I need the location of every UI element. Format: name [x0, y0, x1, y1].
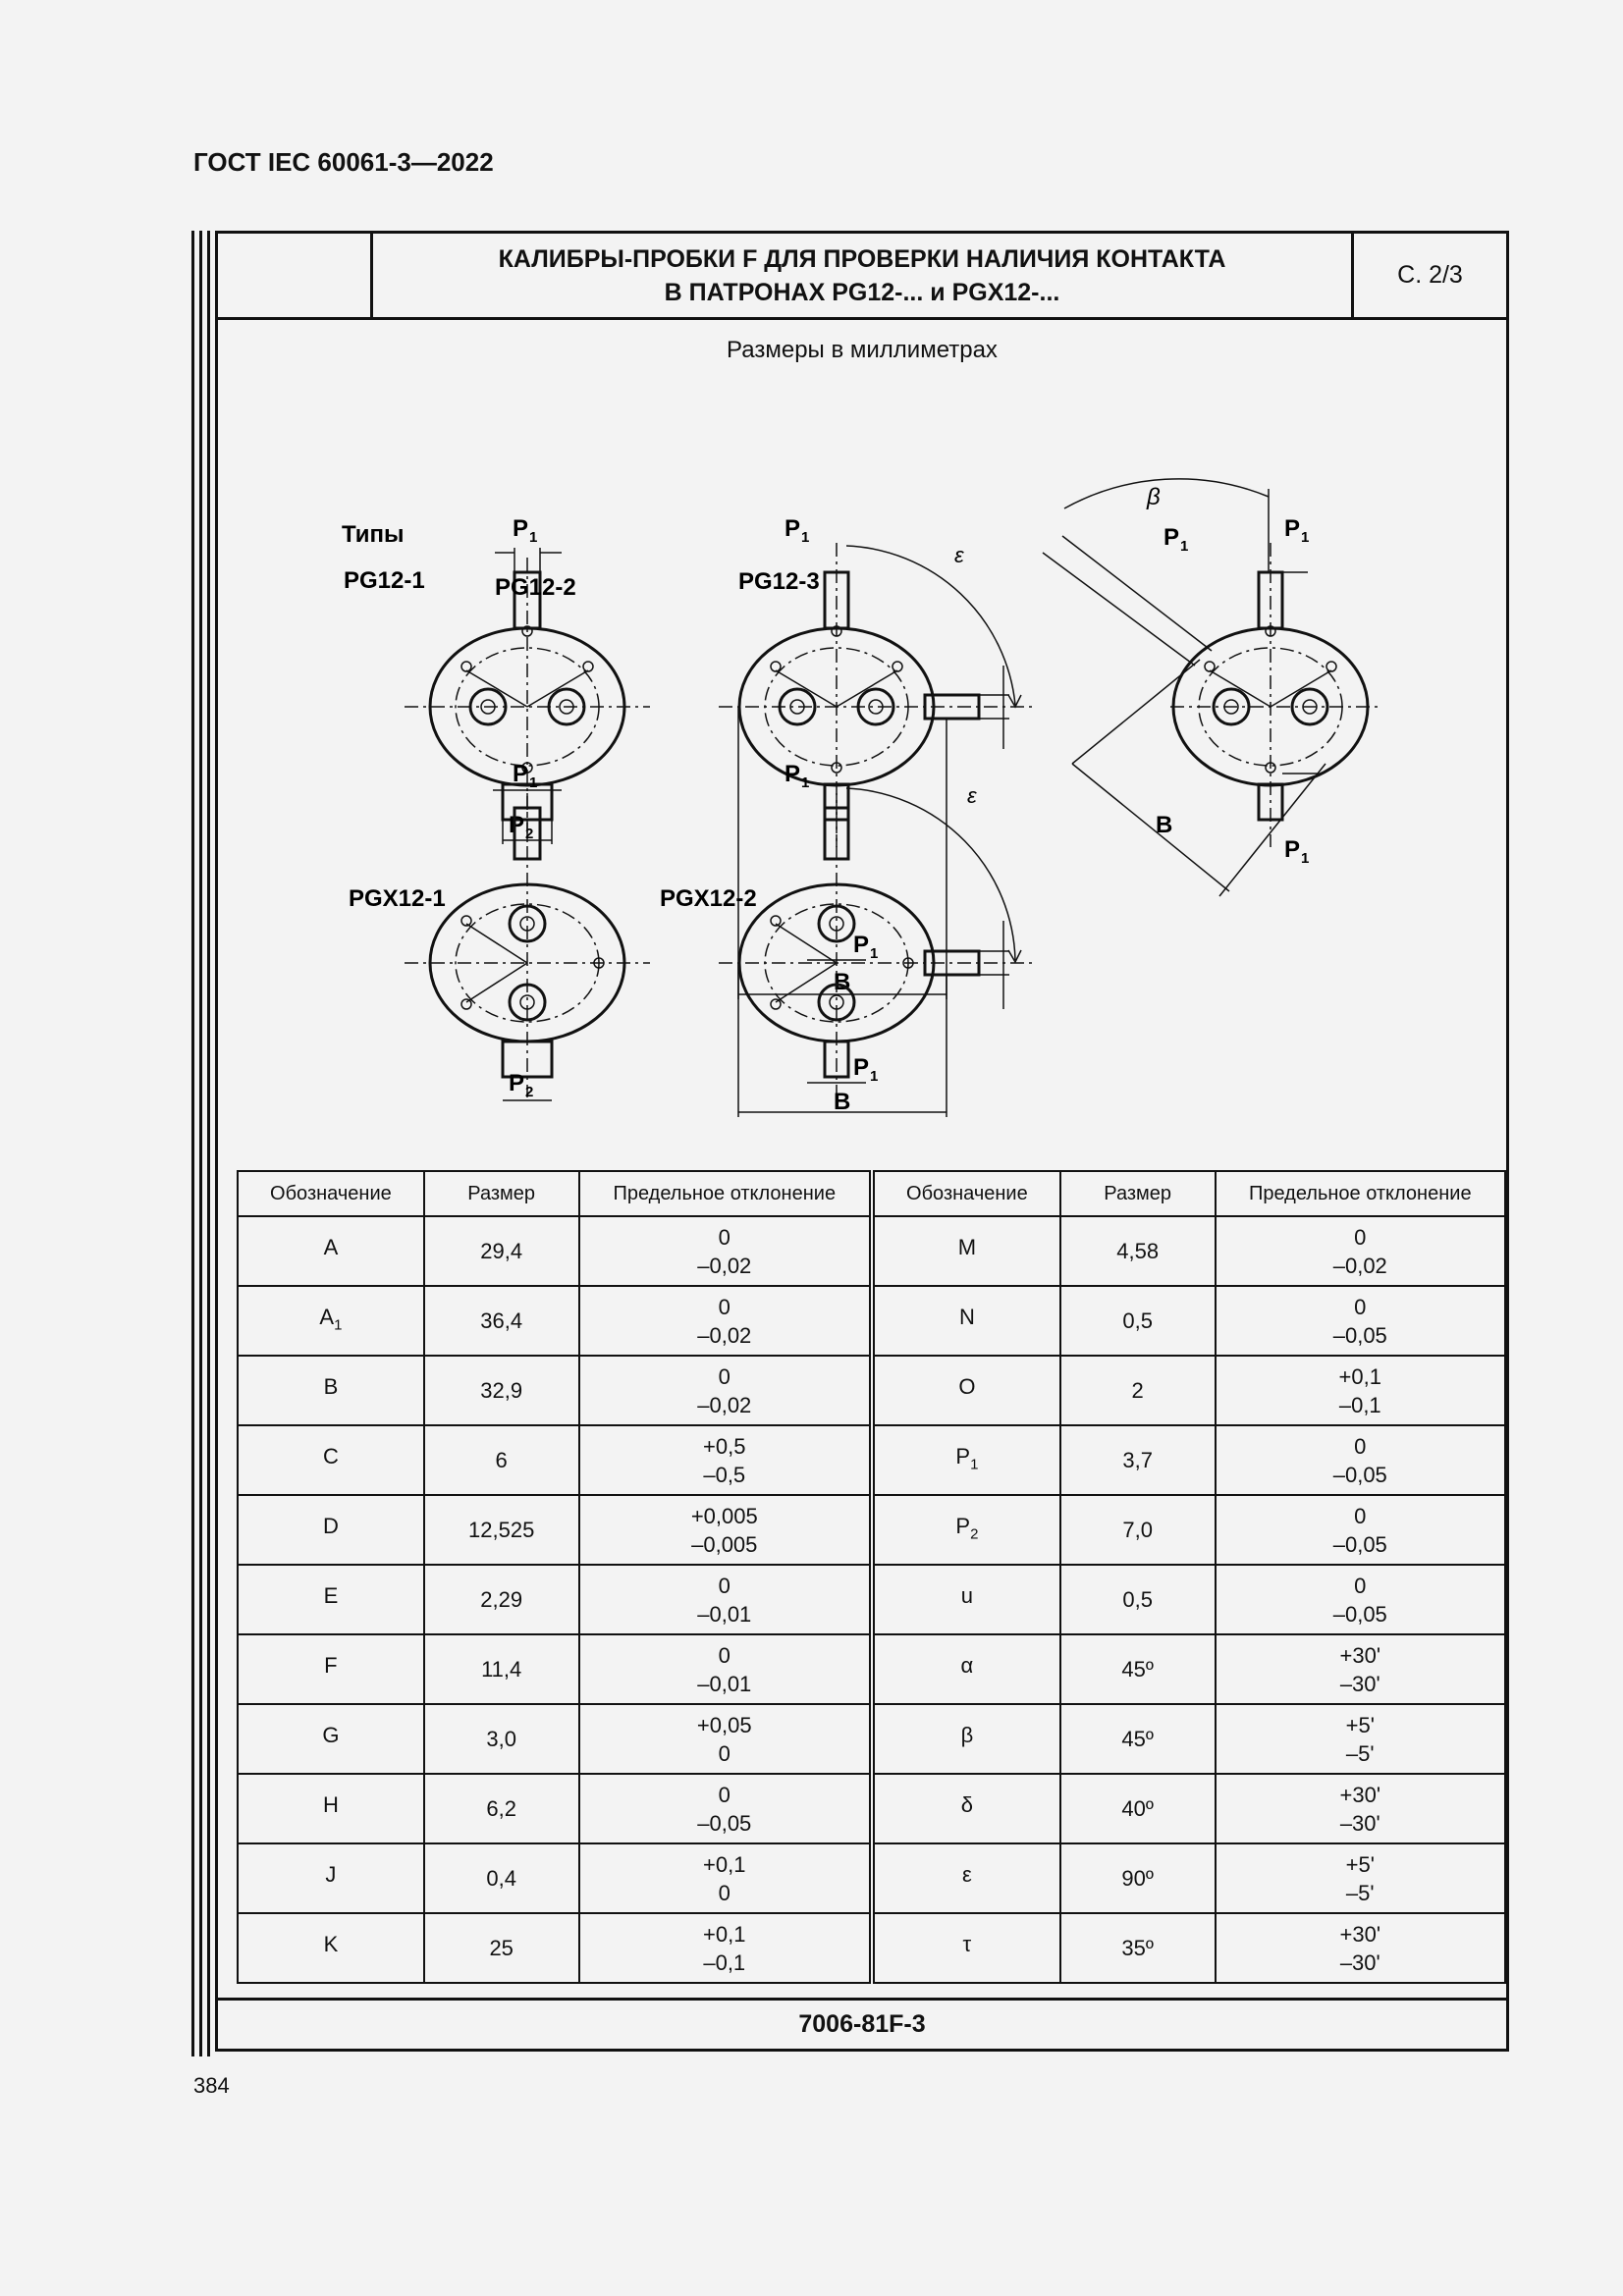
p2-subscript: 2	[525, 826, 534, 842]
col-header-tolerance: Предельное отклонение	[579, 1171, 872, 1216]
margin-rule	[191, 231, 194, 2056]
size-cell: 3,0	[424, 1704, 579, 1774]
tolerance-cell	[1216, 1634, 1505, 1704]
designation-cell	[238, 1286, 424, 1356]
designation-cell	[238, 1425, 424, 1495]
sheet-title	[373, 234, 1354, 317]
designation-cell	[872, 1634, 1060, 1704]
tolerance-cell	[579, 1843, 872, 1913]
epsilon-label: ε	[967, 783, 977, 808]
p1-label: P	[784, 761, 801, 787]
type-label: PG12-1	[344, 567, 425, 594]
designation-symbol: K	[323, 1931, 339, 1956]
type-label: PG12-3	[738, 568, 820, 595]
lower-deviation: –0,1	[703, 1949, 746, 1975]
upper-deviation: +30'	[1339, 1921, 1381, 1947]
tolerance-cell	[1216, 1495, 1505, 1565]
size-cell: 7,0	[1060, 1495, 1216, 1565]
designation-cell	[872, 1286, 1060, 1356]
designation-cell	[872, 1216, 1060, 1286]
designation-symbol: F	[324, 1652, 338, 1678]
p1-subscript: 1	[801, 529, 810, 546]
document-header: ГОСТ IEC 60061-3—2022	[193, 147, 494, 177]
upper-deviation: +5'	[1345, 1851, 1375, 1877]
upper-deviation: +0,1	[1338, 1363, 1381, 1389]
upper-deviation: +0,005	[690, 1503, 758, 1528]
size-cell: 45º	[1060, 1704, 1216, 1774]
tolerance-cell	[579, 1356, 872, 1425]
sheet-title-line2: В ПАТРОНАХ PG12-... и PGX12-...	[664, 278, 1060, 306]
designation-symbol: A	[319, 1304, 335, 1329]
upper-deviation: 0	[1354, 1503, 1367, 1528]
upper-deviation: 0	[1354, 1294, 1367, 1319]
table-row	[238, 1216, 1505, 1286]
tolerance-cell	[579, 1565, 872, 1634]
table-row	[238, 1774, 1505, 1843]
size-cell: 35º	[1060, 1913, 1216, 1983]
col-header-designation: Обозначение	[238, 1171, 424, 1216]
gauge-pgx12-1	[349, 761, 650, 1100]
lower-deviation: –0,005	[691, 1531, 758, 1557]
tolerance-cell	[579, 1634, 872, 1704]
size-cell: 0,5	[1060, 1565, 1216, 1634]
tolerance-cell	[1216, 1356, 1505, 1425]
beta-label: β	[1147, 484, 1161, 510]
p1-subscript: 1	[529, 529, 538, 546]
p2-label: P	[509, 1070, 525, 1096]
tolerance-cell	[579, 1704, 872, 1774]
designation-cell	[872, 1495, 1060, 1565]
table-row	[238, 1286, 1505, 1356]
designation-cell	[238, 1216, 424, 1286]
designation-cell	[238, 1495, 424, 1565]
sheet-title-line1: КАЛИБРЫ-ПРОБКИ F ДЛЯ ПРОВЕРКИ НАЛИЧИЯ КОНТАКТА	[498, 244, 1226, 273]
table-row	[238, 1356, 1505, 1425]
lower-deviation: –0,1	[1338, 1392, 1381, 1417]
designation-symbol: P	[955, 1443, 971, 1468]
designation-cell	[238, 1843, 424, 1913]
designation-subscript: 1	[970, 1456, 979, 1473]
upper-deviation: 0	[1354, 1433, 1367, 1459]
designation-cell	[872, 1565, 1060, 1634]
lower-deviation: –30'	[1339, 1671, 1380, 1696]
lower-deviation: –0,05	[1332, 1601, 1387, 1627]
lower-deviation: –0,01	[697, 1601, 752, 1627]
dimensions-table-wrapper	[237, 1170, 1506, 1984]
designation-cell	[872, 1913, 1060, 1983]
tolerance-cell	[579, 1425, 872, 1495]
tolerance-cell	[1216, 1704, 1505, 1774]
lower-deviation: –5'	[1345, 1740, 1375, 1766]
size-cell: 0,5	[1060, 1286, 1216, 1356]
lower-deviation: –0,02	[1332, 1253, 1387, 1278]
designation-cell	[872, 1425, 1060, 1495]
designation-symbol: E	[323, 1582, 339, 1608]
designation-cell	[238, 1565, 424, 1634]
designation-cell	[872, 1704, 1060, 1774]
upper-deviation: 0	[718, 1363, 730, 1389]
upper-deviation: 0	[718, 1642, 730, 1668]
p2-label: P	[509, 812, 525, 838]
upper-deviation: 0	[718, 1573, 730, 1598]
table-row	[238, 1704, 1505, 1774]
tolerance-cell	[1216, 1913, 1505, 1983]
size-cell: 6,2	[424, 1774, 579, 1843]
title-blank-cell	[218, 234, 373, 317]
upper-deviation: +30'	[1339, 1642, 1381, 1668]
table-header-row	[238, 1171, 1505, 1216]
lower-deviation: –0,02	[697, 1322, 752, 1348]
lower-deviation: –5'	[1345, 1880, 1375, 1905]
designation-cell	[238, 1356, 424, 1425]
epsilon-label: ε	[954, 543, 964, 567]
tolerance-cell	[579, 1286, 872, 1356]
size-cell: 32,9	[424, 1356, 579, 1425]
designation-symbol: β	[960, 1722, 974, 1747]
col-header-designation: Обозначение	[872, 1171, 1060, 1216]
upper-deviation: 0	[718, 1224, 730, 1250]
p2-subscript: 2	[525, 1084, 534, 1100]
designation-symbol: α	[960, 1652, 974, 1678]
lower-deviation: –0,05	[1332, 1531, 1387, 1557]
lower-deviation: –0,05	[1332, 1462, 1387, 1487]
table-row	[238, 1634, 1505, 1704]
p1-label: P	[1163, 524, 1180, 551]
table-row	[238, 1913, 1505, 1983]
tolerance-cell	[1216, 1425, 1505, 1495]
p1-label: P	[853, 932, 870, 958]
size-cell: 40º	[1060, 1774, 1216, 1843]
tolerance-cell	[579, 1216, 872, 1286]
tolerance-cell	[1216, 1216, 1505, 1286]
designation-subscript: 2	[970, 1525, 979, 1543]
p1-subscript: 1	[870, 1068, 879, 1085]
sheet-frame	[215, 231, 1509, 2052]
tolerance-cell	[1216, 1286, 1505, 1356]
designation-cell	[238, 1634, 424, 1704]
designation-symbol: A	[323, 1234, 339, 1259]
p1-subscript: 1	[529, 774, 538, 791]
lower-deviation: 0	[718, 1740, 730, 1766]
gauge-pg12-3	[738, 479, 1381, 896]
size-cell: 3,7	[1060, 1425, 1216, 1495]
p1-subscript: 1	[801, 774, 810, 791]
p1-subscript: 1	[1301, 850, 1310, 867]
b-label: B	[1156, 812, 1173, 838]
designation-symbol: H	[322, 1791, 339, 1817]
designation-symbol: u	[960, 1582, 974, 1608]
size-cell: 90º	[1060, 1843, 1216, 1913]
types-label: Типы	[342, 521, 405, 548]
lower-deviation: –30'	[1339, 1949, 1380, 1975]
designation-subscript: 1	[334, 1316, 343, 1334]
lower-deviation: –0,05	[1332, 1322, 1387, 1348]
p1-subscript: 1	[1301, 529, 1310, 546]
table-row	[238, 1843, 1505, 1913]
margin-rule	[199, 231, 202, 2056]
col-header-tolerance: Предельное отклонение	[1216, 1171, 1505, 1216]
tolerance-cell	[579, 1495, 872, 1565]
lower-deviation: 0	[718, 1880, 730, 1905]
tolerance-cell	[579, 1913, 872, 1983]
designation-symbol: D	[322, 1513, 339, 1538]
dimensions-table	[237, 1170, 1506, 1984]
tolerance-cell	[1216, 1565, 1505, 1634]
size-cell: 6	[424, 1425, 579, 1495]
gauge-drawing	[218, 371, 1506, 1166]
p1-label: P	[513, 515, 529, 542]
size-cell: 4,58	[1060, 1216, 1216, 1286]
size-cell: 45º	[1060, 1634, 1216, 1704]
units-note: Размеры в миллиметрах	[727, 337, 998, 363]
designation-symbol: ε	[961, 1861, 972, 1887]
tolerance-cell	[1216, 1843, 1505, 1913]
upper-deviation: 0	[718, 1782, 730, 1807]
lower-deviation: –0,05	[697, 1810, 752, 1836]
table-row	[238, 1565, 1505, 1634]
margin-rule	[207, 231, 210, 2056]
upper-deviation: 0	[718, 1294, 730, 1319]
upper-deviation: +0,5	[703, 1433, 746, 1459]
p1-subscript: 1	[870, 945, 879, 962]
col-header-size: Размер	[424, 1171, 579, 1216]
table-row	[238, 1495, 1505, 1565]
title-block	[218, 234, 1506, 320]
gauge-pg12-1	[344, 515, 650, 844]
size-cell: 0,4	[424, 1843, 579, 1913]
tolerance-cell	[579, 1774, 872, 1843]
designation-symbol: J	[325, 1861, 337, 1887]
upper-deviation: +0,1	[703, 1851, 746, 1877]
table-row	[238, 1425, 1505, 1495]
designation-symbol: C	[322, 1443, 339, 1468]
lower-deviation: –0,01	[697, 1671, 752, 1696]
designation-symbol: B	[323, 1373, 339, 1399]
p1-label: P	[1284, 515, 1301, 542]
lower-deviation: –0,02	[697, 1392, 752, 1417]
designation-symbol: P	[955, 1513, 971, 1538]
upper-deviation: +30'	[1339, 1782, 1381, 1807]
p1-label: P	[853, 1054, 870, 1081]
type-label: PGX12-1	[349, 885, 446, 912]
p1-label: P	[784, 515, 801, 542]
designation-cell	[238, 1774, 424, 1843]
designation-symbol: O	[958, 1373, 976, 1399]
tolerance-cell	[1216, 1774, 1505, 1843]
gauge-pgx12-2	[660, 761, 1033, 1117]
designation-cell	[238, 1913, 424, 1983]
designation-cell	[872, 1774, 1060, 1843]
designation-cell	[872, 1843, 1060, 1913]
lower-deviation: –0,5	[703, 1462, 746, 1487]
size-cell: 25	[424, 1913, 579, 1983]
upper-deviation: +5'	[1345, 1712, 1375, 1737]
designation-symbol: τ	[962, 1931, 972, 1956]
sheet-code: 7006-81F-3	[218, 1998, 1506, 2049]
b-label: B	[834, 1089, 851, 1115]
size-cell: 11,4	[424, 1634, 579, 1704]
col-header-size: Размер	[1060, 1171, 1216, 1216]
designation-symbol: M	[957, 1234, 977, 1259]
sheet-number: С. 2/3	[1397, 261, 1463, 289]
size-cell: 36,4	[424, 1286, 579, 1356]
designation-symbol: δ	[960, 1791, 974, 1817]
upper-deviation: 0	[1354, 1224, 1367, 1250]
p1-subscript: 1	[1180, 538, 1189, 555]
page-number: 384	[193, 2073, 230, 2098]
designation-symbol: G	[322, 1722, 340, 1747]
table-body	[238, 1216, 1505, 1983]
lower-deviation: –30'	[1339, 1810, 1380, 1836]
size-cell: 2,29	[424, 1565, 579, 1634]
p1-label: P	[1284, 836, 1301, 863]
upper-deviation: +0,1	[703, 1921, 746, 1947]
designation-cell	[872, 1356, 1060, 1425]
type-label: PGX12-2	[660, 885, 757, 912]
designation-cell	[238, 1704, 424, 1774]
upper-deviation: +0,05	[696, 1712, 752, 1737]
p1-label: P	[513, 761, 529, 787]
type-label: PG12-2	[495, 574, 576, 601]
b-label: B	[834, 969, 851, 995]
size-cell: 29,4	[424, 1216, 579, 1286]
size-cell: 2	[1060, 1356, 1216, 1425]
size-cell: 12,525	[424, 1495, 579, 1565]
lower-deviation: –0,02	[697, 1253, 752, 1278]
upper-deviation: 0	[1354, 1573, 1367, 1598]
designation-symbol: N	[958, 1304, 975, 1329]
